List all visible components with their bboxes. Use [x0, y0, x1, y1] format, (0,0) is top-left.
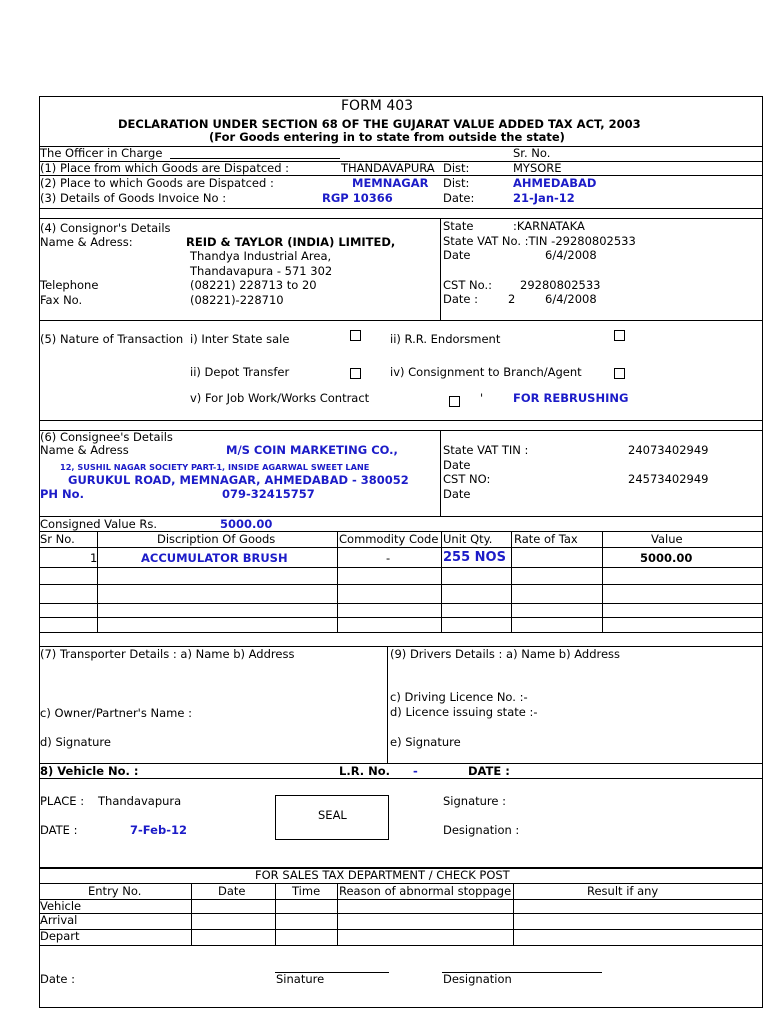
lr-value: - — [413, 764, 418, 778]
consignee-name: M/S COIN MARKETING CO., — [226, 443, 398, 457]
consignor-name-label: Name & Adress: — [40, 235, 133, 249]
date-value: 7-Feb-12 — [130, 823, 187, 837]
consignee-ph-label: PH No. — [40, 487, 84, 501]
consignor-vat: State VAT No. :TIN -29280802533 — [443, 234, 636, 248]
checkpost-header-entry: Entry No. — [88, 884, 142, 898]
transporter-signature: d) Signature — [40, 735, 111, 749]
consignor-name: REID & TAYLOR (INDIA) LIMITED, — [186, 236, 396, 249]
consignor-addr1: Thandya Industrial Area, — [190, 249, 332, 263]
consignor-fax-label: Fax No. — [40, 293, 83, 307]
consignor-date2-label: Date : — [443, 292, 479, 306]
vehicle-label: 8) Vehicle No. : — [40, 764, 139, 778]
drivers-licence: c) Driving Licence No. :- — [390, 690, 528, 704]
seal-label: SEAL — [318, 808, 347, 822]
transaction-label: (5) Nature of Transaction — [40, 332, 184, 346]
consignor-fax: (08221)-228710 — [190, 293, 284, 307]
place-value: Thandavapura — [98, 794, 182, 808]
dispatch-to-value: MEMNAGAR — [352, 176, 429, 190]
vehicle-date-label: DATE : — [468, 764, 510, 778]
consignor-date1-label: Date — [443, 248, 471, 262]
transaction-opt2: ii) R.R. Endorsment — [390, 332, 501, 346]
job-work-checkbox[interactable] — [449, 396, 460, 407]
consignee-date1-label: Date — [443, 458, 471, 472]
consignee-cst: 24573402949 — [628, 472, 709, 486]
consignee-vat-label: State VAT TIN : — [443, 443, 529, 457]
dispatch-to-label: (2) Place to which Goods are Dispatced : — [40, 176, 274, 190]
invoice-date-label: Date: — [443, 191, 475, 205]
consignor-cst: 29280802533 — [520, 278, 601, 292]
drivers-label: (9) Drivers Details : a) Name b) Address — [390, 647, 621, 661]
consignee-section-label: (6) Consignee's Details — [40, 430, 173, 444]
consignor-addr2: Thandavapura - 571 302 — [190, 264, 333, 278]
consignee-date2-label: Date — [443, 487, 471, 501]
form-subheading: (For Goods entering in to state from outside the state) — [209, 130, 565, 144]
dispatch-from-value: THANDAVAPURA — [341, 161, 435, 175]
checkpost-header-time: Time — [292, 884, 321, 898]
form-heading: DECLARATION UNDER SECTION 68 OF THE GUJARAT VALUE ADDED TAX ACT, 2003 — [118, 117, 641, 131]
dispatch-to-dist-label: Dist: — [443, 176, 470, 190]
date-label: DATE : — [40, 823, 78, 837]
signature-label: Signature : — [443, 794, 507, 808]
consignee-addr1: 12, SUSHIL NAGAR SOCIETY PART-1, INSIDE AGARWAL SWEET LANE — [60, 462, 370, 472]
consignor-tel-label: Telephone — [40, 278, 99, 292]
officer-label: The Officer in Charge — [40, 146, 163, 160]
dispatch-to-dist-value: AHMEDABAD — [513, 176, 597, 190]
consignor-state: :KARNATAKA — [513, 219, 585, 233]
goods-row-value: 5000.00 — [640, 551, 693, 565]
transaction-opt5: v) For Job Work/Works Contract — [190, 391, 370, 405]
consignor-section-label: (4) Consignor's Details — [40, 221, 171, 235]
drivers-signature: e) Signature — [390, 735, 461, 749]
invoice-label: (3) Details of Goods Invoice No : — [40, 191, 227, 205]
inter-state-checkbox[interactable] — [350, 330, 361, 341]
consigned-value-label: Consigned Value Rs. — [40, 517, 158, 531]
footer-designation-label: Designation — [443, 972, 512, 986]
goods-row-qty: 255 NOS — [443, 550, 506, 565]
transaction-tick: ' — [480, 391, 484, 405]
checkpost-row-vehicle: Vehicle — [40, 899, 82, 913]
form-title: FORM 403 — [341, 98, 414, 114]
transporter-label: (7) Transporter Details : a) Name b) Address — [40, 647, 295, 661]
goods-header-desc: Discription Of Goods — [157, 532, 276, 546]
goods-header-rate: Rate of Tax — [514, 532, 578, 546]
consignor-date2: 6/4/2008 — [545, 292, 597, 306]
consignee-vat: 24073402949 — [628, 443, 709, 457]
checkpost-header-reason: Reason of abnormal stoppage — [339, 885, 512, 898]
transaction-opt1: i) Inter State sale — [190, 332, 290, 346]
consignee-name-label: Name & Adress — [40, 443, 129, 457]
goods-header-code: Commodity Code — [339, 533, 439, 546]
transaction-opt3: ii) Depot Transfer — [190, 365, 290, 379]
table-row: 1 — [90, 551, 98, 565]
goods-row-desc: ACCUMULATOR BRUSH — [141, 551, 288, 565]
transaction-purpose: FOR REBRUSHING — [513, 391, 629, 405]
checkpost-header-result: Result if any — [587, 884, 659, 898]
consignor-date2-prefix: 2 — [508, 292, 516, 306]
consignor-tel: (08221) 228713 to 20 — [190, 278, 317, 292]
consignee-cst-label: CST NO: — [443, 472, 491, 486]
footer-signature-label: Sinature — [276, 972, 325, 986]
footer-date-label: Date : — [40, 972, 76, 986]
checkpost-title: FOR SALES TAX DEPARTMENT / CHECK POST — [255, 868, 510, 882]
consignee-ph: 079-32415757 — [222, 487, 315, 501]
goods-header-qty: Unit Qty. — [443, 532, 493, 546]
consigned-value: 5000.00 — [220, 517, 273, 531]
invoice-value: RGP 10366 — [322, 191, 393, 205]
drivers-issuing: d) Licence issuing state :- — [390, 705, 538, 719]
goods-header-sr: Sr No. — [40, 532, 75, 546]
goods-header-value: Value — [651, 532, 683, 546]
consignor-date1: 6/4/2008 — [545, 248, 597, 262]
rr-endorsment-checkbox[interactable] — [614, 330, 625, 341]
invoice-date-value: 21-Jan-12 — [513, 191, 575, 205]
checkpost-row-depart: Depart — [40, 929, 80, 943]
dispatch-from-dist-value: MYSORE — [513, 161, 562, 175]
consignee-addr2: GURUKUL ROAD, MEMNAGAR, AHMEDABAD - 380052 — [68, 473, 409, 487]
sr-no-label: Sr. No. — [513, 146, 551, 160]
dispatch-from-label: (1) Place from which Goods are Dispatced : — [40, 161, 290, 175]
consignment-checkbox[interactable] — [614, 368, 625, 379]
checkpost-row-arrival: Arrival — [40, 913, 78, 927]
consignor-cst-label: CST No.: — [443, 278, 492, 292]
transaction-opt4: iv) Consignment to Branch/Agent — [390, 365, 582, 379]
depot-transfer-checkbox[interactable] — [350, 368, 361, 379]
designation-label: Designation : — [443, 823, 520, 837]
goods-row-code: - — [386, 551, 391, 565]
dispatch-from-dist-label: Dist: — [443, 161, 470, 175]
checkpost-header-date: Date — [218, 884, 246, 898]
place-label: PLACE : — [40, 794, 85, 808]
transporter-owner: c) Owner/Partner's Name : — [40, 706, 192, 720]
lr-label: L.R. No. — [339, 764, 391, 778]
officer-line — [170, 158, 340, 159]
consignor-state-label: State — [443, 219, 474, 233]
